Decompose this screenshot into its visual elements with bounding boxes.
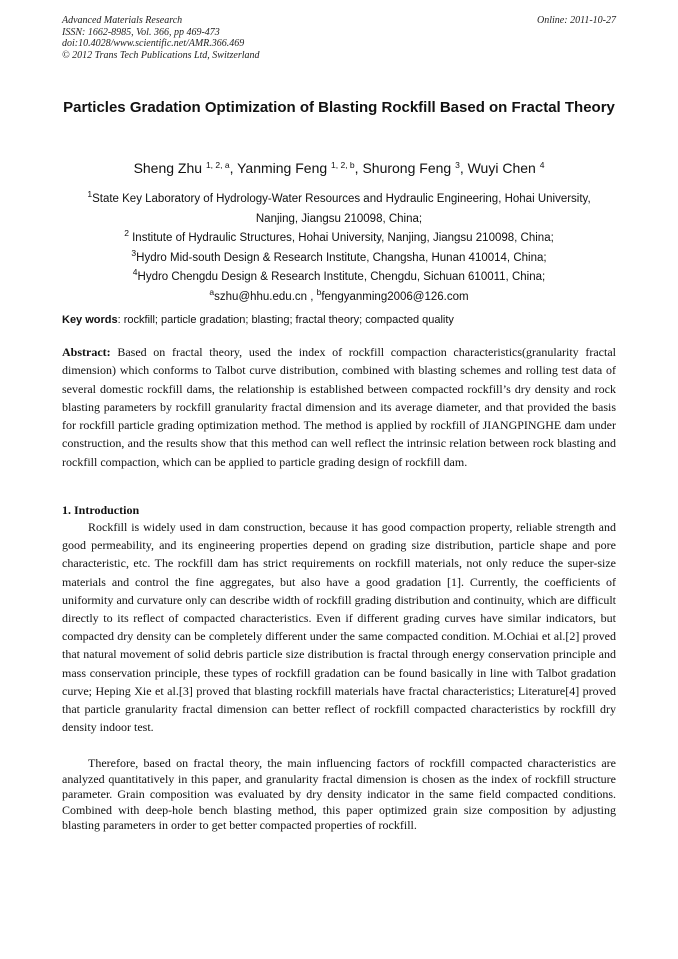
author-name: Sheng Zhu bbox=[133, 160, 203, 176]
keywords-label: Key words bbox=[62, 314, 118, 326]
journal-header bbox=[62, 15, 616, 61]
author-list bbox=[62, 158, 616, 178]
abstract-label: Abstract: bbox=[62, 345, 111, 359]
author-separator: , bbox=[459, 160, 468, 176]
affil-sup: 1 bbox=[87, 189, 93, 199]
affil-sup: 2 bbox=[124, 228, 129, 238]
affil-sup: 3 bbox=[131, 247, 137, 258]
body-paragraph: Rockfill is widely used in dam construction, because it has good compaction property, reliable strength and good permeability, and its engineering properties depend on grading size distribution, particle shape and pore characteristic, etc. The rockfill dam has strict requirements on rockfill materials, not only reduce the super-size materials and control the fine aggregates, but also have a good gradation [1]. Currently, the coefficients of uniformity and curvature only can describe width of rockfill grading distribution and continuity, which are difficult directly to its reflect of compacted characteristics. Even if different grading curves have similar indicators, but compacted dry density can be completely different under the same compacted condition. M.Ochiai et al.[2] proved that natural movement of solid debris particle size distribution is fractal through energy conservation principle and mass conservation principle, these types of rockfill gradation can be found basically in line with Talbot gradation curve; Heping Xie et al.[3] proved that blasting rockfill materials have fractal characteristics; Literature[4] proved that particle granularity fractal dimension can better reflect of rockfill compacted characteristics by rockfill dry density indoor test. bbox=[62, 520, 616, 735]
author-name: Shurong Feng bbox=[362, 160, 452, 176]
email-sup: a bbox=[209, 286, 215, 297]
author-separator: , bbox=[354, 160, 363, 176]
keywords-text: : rockfill; particle gradation; blasting; fractal theory; compacted quality bbox=[117, 314, 454, 326]
body-paragraph: Therefore, based on fractal theory, the main influencing factors of rockfill compacted characteristics are analyzed quantitatively in this paper, and granularity fractal dimension is chosen as the index of rockfill structure parameter. Grain composition was evaluated by dry density indicator in the same field compacted conditions. Combined with deep-hole bench blasting method, this paper optimized grain size composition by adjusting blasting parameters in order to get better compacted properties of rockfill. bbox=[62, 756, 616, 832]
journal-doi: doi:10.4028/www.scientific.net/AMR.366.469 bbox=[62, 38, 245, 49]
email-text: szhu@hhu.edu.cn , bbox=[214, 290, 317, 303]
affil-text: Hydro Mid-south Design & Research Institute, Changsha, Hunan 410014, China; bbox=[136, 251, 547, 264]
affiliation-1 bbox=[62, 190, 616, 210]
affil-text: Hydro Chengdu Design & Research Institute, Chengdu, Sichuan 610011, China; bbox=[137, 271, 546, 283]
author-separator: , bbox=[229, 160, 238, 176]
journal-name: Advanced Materials Research bbox=[62, 15, 183, 26]
author-affil-sup: 3 bbox=[455, 160, 460, 170]
email-sup: b bbox=[316, 286, 322, 297]
author-name: Wuyi Chen bbox=[467, 160, 536, 176]
section-heading: 1. Introduction bbox=[62, 503, 140, 517]
affiliation-4 bbox=[62, 268, 616, 288]
author-emails bbox=[62, 288, 616, 308]
email-text: fengyanming2006@126.com bbox=[321, 290, 469, 303]
author-affil-sup: 4 bbox=[539, 160, 545, 170]
affil-sup: 4 bbox=[132, 267, 138, 277]
author-affil-sup: 1, 2, b bbox=[331, 160, 355, 170]
abstract-text: Based on fractal theory, used the index of rockfill compaction characteristics(granularity fractal dimension) which conforms to Talbot curve distribution, combined with blasting schemes and rolling test data of several domestic rockfill dams, the relationship is established between compacted rockfill’s dry density and rock blasting parameters by rockfill granularity fractal dimension and its average diameter, and that provided the basis for rockfill particle grading optimization method. The method is applied by rockfill of JIANGPINGHE dam under construction, and the results show that this method can well reflect the intrinsic relation between rock blasting and rockfill compaction, which can be applied to particle grading design of rockfill dam. bbox=[62, 345, 616, 469]
journal-issn: ISSN: 1662-8985, Vol. 366, pp 469-473 bbox=[62, 26, 220, 38]
affiliation-3 bbox=[62, 249, 616, 269]
author-affil-sup: 1, 2, a bbox=[205, 160, 230, 170]
affiliation-1-cont bbox=[62, 210, 616, 230]
journal-copyright: © 2012 Trans Tech Publications Ltd, Switzerland bbox=[62, 49, 260, 61]
affil-text: Nanjing, Jiangsu 210098, China; bbox=[255, 212, 423, 225]
affiliation-list bbox=[62, 190, 616, 307]
author-name: Yanming Feng bbox=[237, 160, 328, 176]
affiliation-2 bbox=[62, 229, 616, 249]
abstract bbox=[62, 343, 616, 471]
online-date: Online: 2011-10-27 bbox=[537, 15, 616, 26]
keywords bbox=[62, 313, 616, 327]
paper-title: Particles Gradation Optimization of Blasting Rockfill Based on Fractal Theory bbox=[63, 99, 615, 116]
affil-text: Institute of Hydraulic Structures, Hohai University, Nanjing, Jiangsu 210098, China; bbox=[128, 232, 554, 244]
affil-text: State Key Laboratory of Hydrology-Water Resources and Hydraulic Engineering, Hohai University, bbox=[92, 193, 591, 205]
